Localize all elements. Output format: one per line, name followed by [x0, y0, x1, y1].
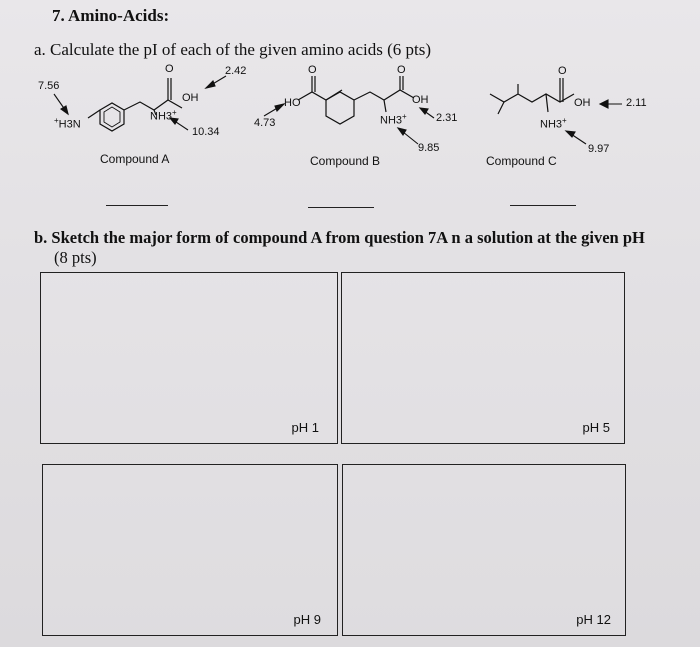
compound-b-left-hydroxyl: HO: [284, 97, 301, 109]
compound-b-answer-blank[interactable]: [308, 207, 374, 208]
compound-b-pka-amine: 9.85: [418, 142, 440, 154]
ph12-label: pH 12: [576, 612, 611, 627]
compound-c-bond: [498, 102, 504, 114]
compound-a-side-amine: +H3N: [54, 116, 81, 131]
compound-b-carbonyl: [312, 76, 315, 92]
compound-a-hydroxyl: OH: [182, 92, 199, 104]
compound-a-carbonyl: [168, 78, 171, 100]
sketch-box-ph12[interactable]: [342, 464, 626, 636]
compound-c-pka-amine: 9.97: [588, 143, 610, 155]
compound-a-amine: NH3+: [150, 108, 177, 123]
compound-c-amine: NH3+: [540, 116, 567, 131]
compound-b-right-hydroxyl: OH: [412, 94, 429, 106]
sketch-box-ph9[interactable]: [42, 464, 338, 636]
sketch-box-ph1[interactable]: [40, 272, 338, 444]
compound-c-carbonyl: [560, 78, 563, 102]
question-title: 7. Amino-Acids:: [52, 6, 170, 25]
compound-b-pka-acid: 2.31: [436, 112, 458, 124]
compound-b-pka-left: 4.73: [254, 117, 276, 129]
compound-c-hydroxyl: OH: [574, 97, 591, 109]
compound-a-oxygen: O: [165, 63, 174, 75]
compound-b-amine: NH3+: [380, 112, 407, 127]
compound-b-carbonyl: [400, 76, 403, 90]
compound-a-benzene-inner: [104, 107, 120, 127]
compound-c-bond: [490, 84, 574, 102]
part-b-line-1: b. Sketch the major form of compound A from question 7A n a solution at the given pH: [34, 228, 645, 247]
part-b-line-2: (8 pts): [54, 248, 97, 267]
compound-c-oxygen: O: [558, 65, 567, 77]
compound-c-pka-acid: 2.11: [626, 97, 647, 109]
arrow-a-2.42-head: [206, 81, 215, 88]
ph1-label: pH 1: [291, 420, 319, 435]
part-a-prompt: a. Calculate the pI of each of the given amino acids (6 pts): [34, 40, 431, 59]
ph5-label: pH 5: [582, 420, 610, 435]
compound-b-amine-bond: [384, 100, 386, 112]
compound-b-right-oxygen: O: [397, 64, 406, 76]
compound-a-label: Compound A: [100, 152, 170, 166]
compound-c-label: Compound C: [486, 154, 557, 168]
compound-c-amine-bond: [546, 94, 548, 112]
compound-b-bond: [354, 90, 414, 100]
compound-a-pka-amine: 10.34: [192, 126, 220, 138]
arrow-b-4.73-head: [275, 104, 284, 111]
arrow-c-2.11-head: [600, 100, 608, 108]
compound-a-pka-left: 7.56: [38, 80, 60, 92]
ph9-label: pH 9: [293, 612, 321, 627]
compound-a-pka-top: 2.42: [225, 65, 247, 77]
compound-c-answer-blank[interactable]: [510, 205, 576, 206]
sketch-box-ph5[interactable]: [341, 272, 625, 444]
arrow-a-7.56-head: [61, 106, 68, 114]
compound-a-answer-blank[interactable]: [106, 205, 168, 206]
compound-b-label: Compound B: [310, 154, 381, 168]
compound-b-left-oxygen: O: [308, 64, 317, 76]
compound-a-bond: [88, 110, 100, 118]
